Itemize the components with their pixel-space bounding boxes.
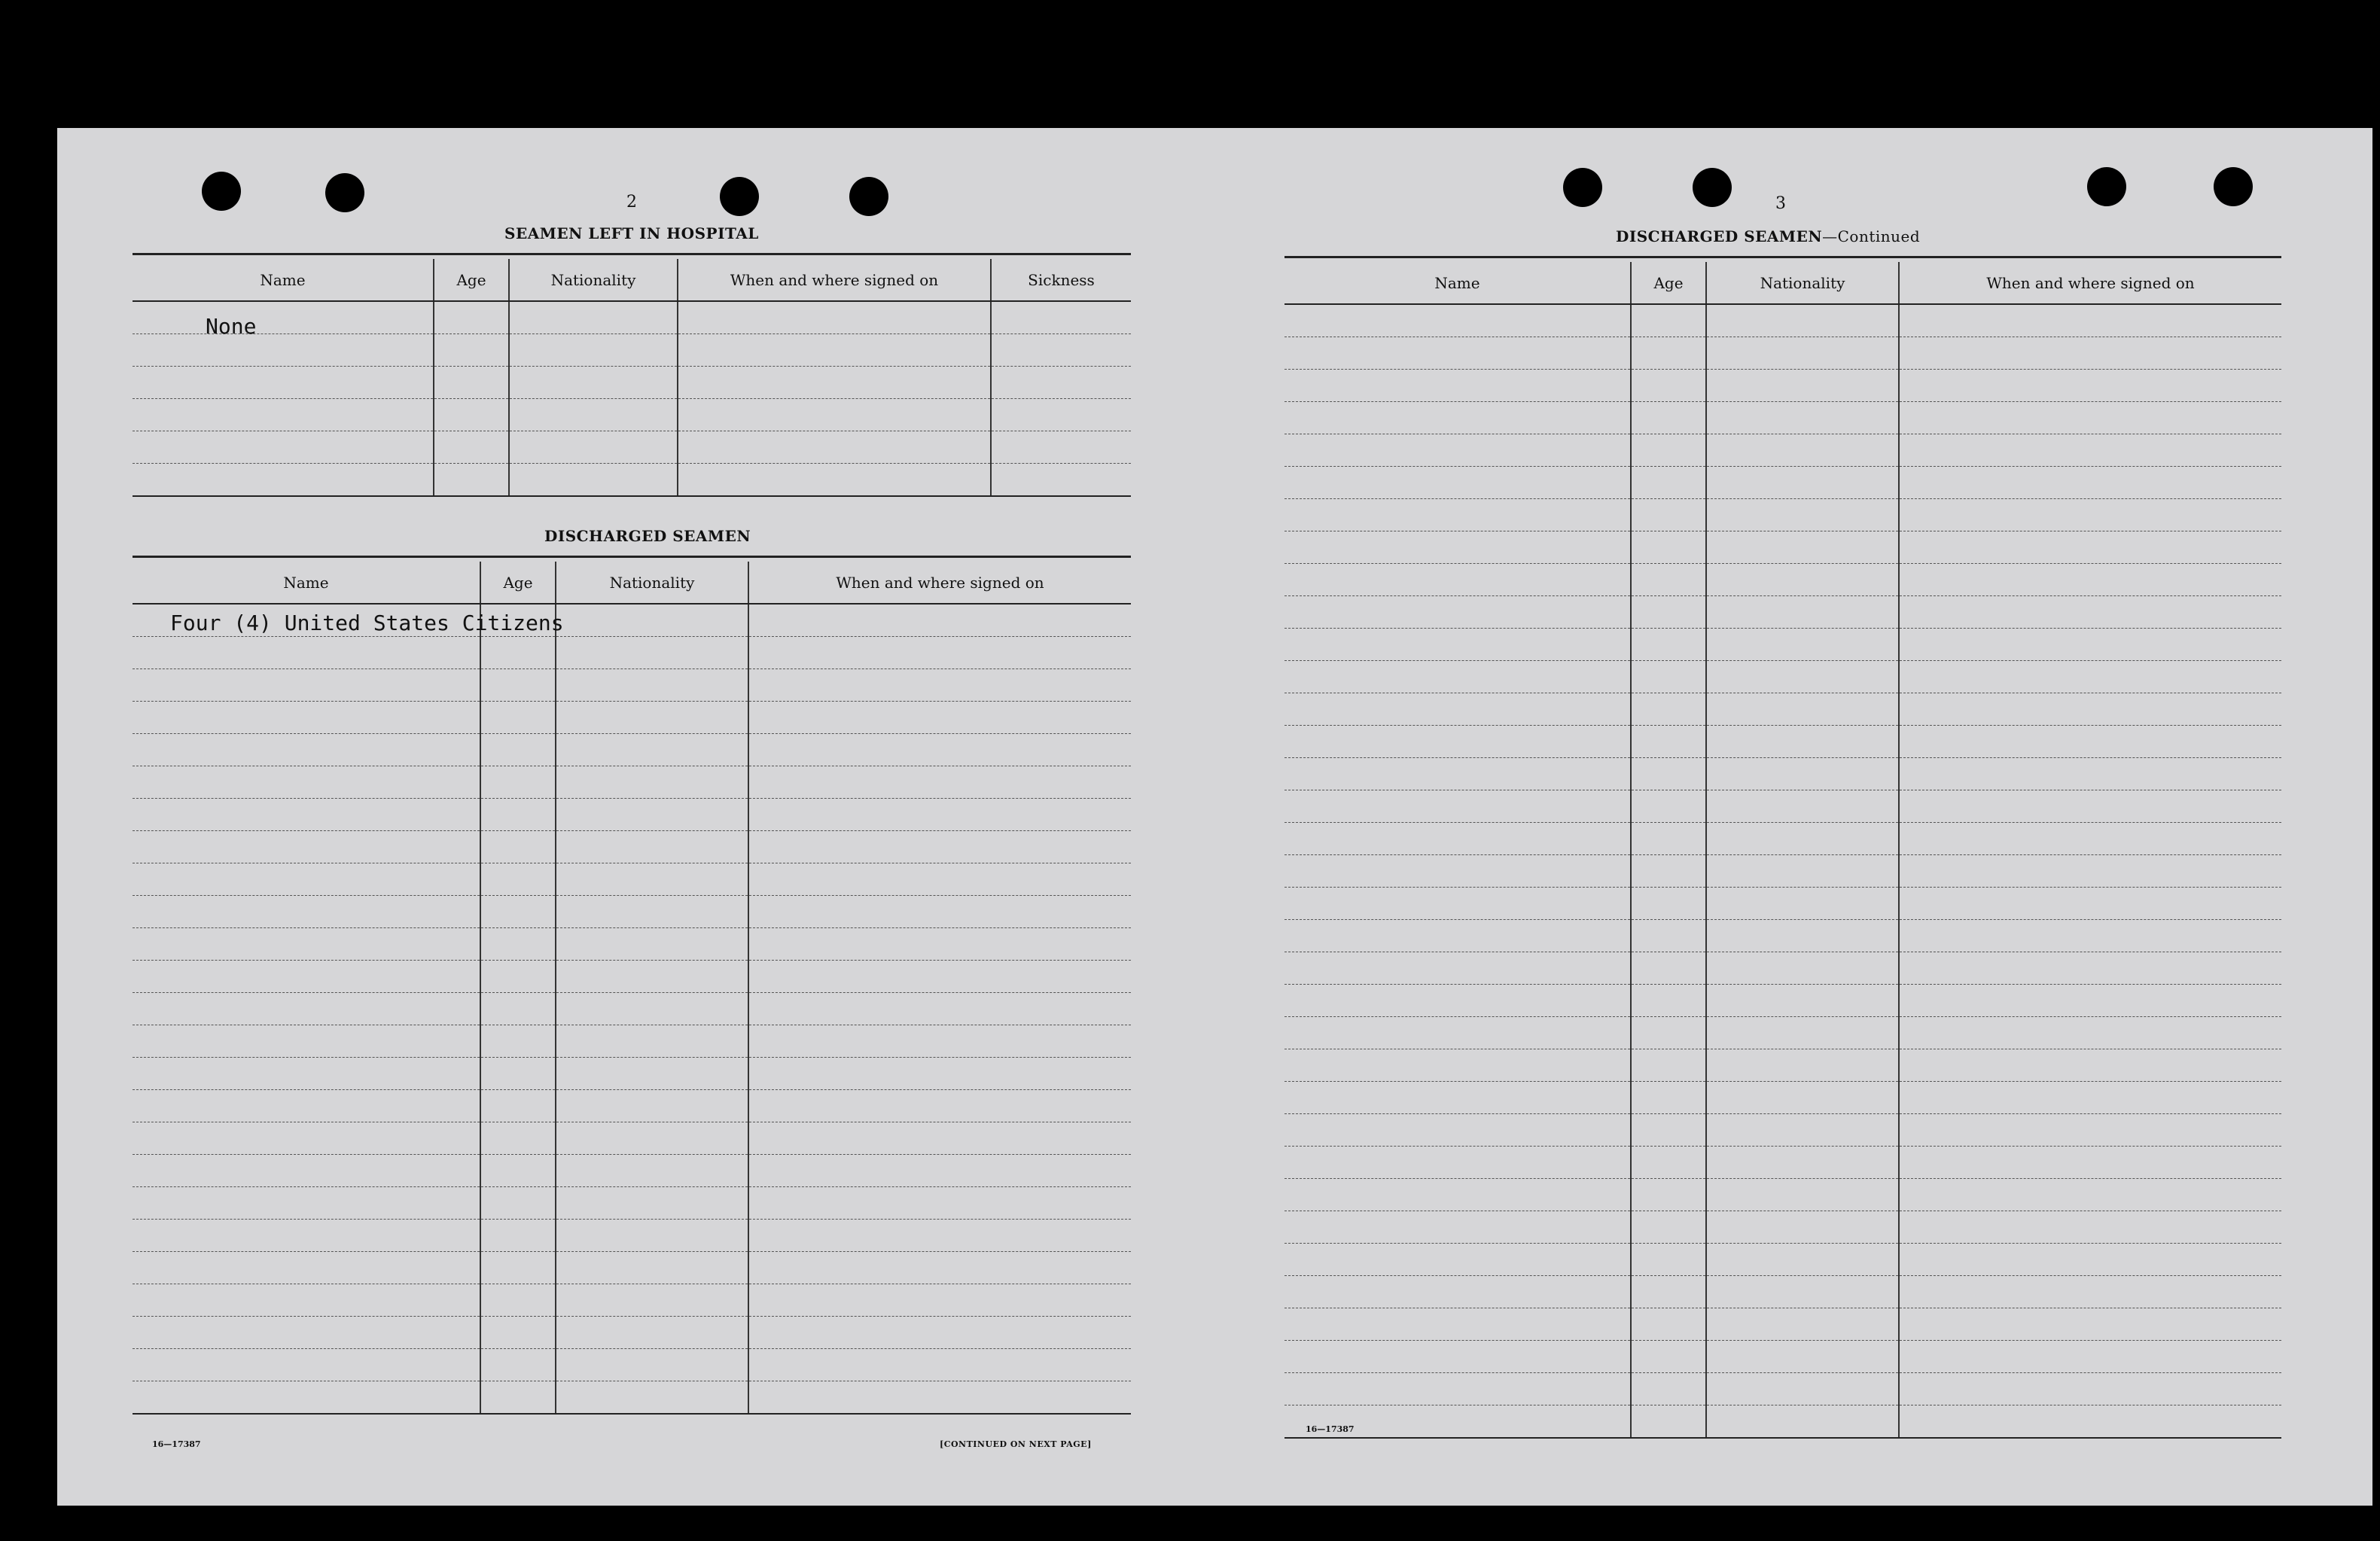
table-row xyxy=(1284,1211,2281,1244)
continued-note: [CONTINUED ON NEXT PAGE] xyxy=(940,1439,1092,1449)
table-row xyxy=(133,367,1131,399)
form-number: 16—17387 xyxy=(152,1439,201,1449)
table-row xyxy=(1284,823,2281,855)
table-row xyxy=(1284,531,2281,564)
table-row xyxy=(1284,726,2281,758)
discharged-seamen-continued-table xyxy=(1284,262,2281,1439)
punch-hole xyxy=(2214,167,2253,206)
table-row xyxy=(133,1122,1131,1155)
table-row xyxy=(1284,337,2281,370)
table-row xyxy=(1284,629,2281,661)
table-row xyxy=(133,1090,1131,1122)
column-header-signed-on: When and where signed on xyxy=(748,562,1131,604)
table-row xyxy=(133,1025,1131,1058)
hospital-table-top-rule xyxy=(133,253,1131,255)
table-row xyxy=(133,734,1131,766)
discharged-continued-title xyxy=(1616,227,1920,245)
punch-hole xyxy=(202,172,241,211)
column-header-age: Age xyxy=(1631,262,1706,304)
table-row xyxy=(133,301,1131,334)
table-row xyxy=(1284,1017,2281,1049)
table-row xyxy=(1284,1244,2281,1276)
table-row xyxy=(133,1155,1131,1187)
page-number: 2 xyxy=(626,193,637,212)
table-row xyxy=(1284,564,2281,596)
seamen-in-hospital-table xyxy=(133,259,1131,497)
table-row xyxy=(1284,758,2281,790)
punch-hole xyxy=(1563,168,1602,207)
column-header-nationality: Nationality xyxy=(1706,262,1899,304)
discharged-typed-entry: Four (4) United States Citizens xyxy=(170,611,564,635)
table-row xyxy=(133,334,1131,367)
table-row xyxy=(133,928,1131,961)
column-header-name: Name xyxy=(133,562,480,604)
punch-hole xyxy=(2087,167,2126,206)
punch-hole xyxy=(720,177,759,216)
table-row xyxy=(133,831,1131,863)
discharged-section-title: DISCHARGED SEAMEN xyxy=(544,527,751,545)
punch-hole xyxy=(1693,168,1732,207)
table-row xyxy=(1284,467,2281,499)
table-row xyxy=(1284,1373,2281,1405)
table-row xyxy=(133,399,1131,431)
column-header-sickness: Sickness xyxy=(991,259,1131,301)
table-row xyxy=(1284,790,2281,823)
table-row xyxy=(133,1284,1131,1317)
table-row xyxy=(1284,855,2281,888)
table-row xyxy=(133,863,1131,896)
punch-hole xyxy=(849,177,888,216)
table-row xyxy=(1284,1082,2281,1114)
column-header-nationality: Nationality xyxy=(509,259,678,301)
table-row xyxy=(1284,920,2281,952)
table-row xyxy=(1284,434,2281,467)
column-header-signed-on: When and where signed on xyxy=(1899,262,2281,304)
column-header-name: Name xyxy=(1284,262,1631,304)
table-header-row xyxy=(1284,262,2281,304)
table-row xyxy=(1284,402,2281,434)
punch-hole xyxy=(325,173,364,212)
discharged-seamen-table xyxy=(133,562,1131,1415)
table-row xyxy=(133,1349,1131,1381)
hospital-section-title: SEAMEN LEFT IN HOSPITAL xyxy=(504,224,759,242)
table-row xyxy=(133,896,1131,928)
table-row xyxy=(1284,693,2281,726)
table-row xyxy=(1284,304,2281,337)
table-row xyxy=(133,766,1131,799)
table-row xyxy=(1284,596,2281,629)
column-header-nationality: Nationality xyxy=(556,562,748,604)
table-row xyxy=(133,1381,1131,1415)
table-row xyxy=(1284,1049,2281,1082)
form-number: 16—17387 xyxy=(1306,1424,1355,1434)
hospital-typed-entry: None xyxy=(206,314,257,339)
table-row xyxy=(133,464,1131,497)
table-row xyxy=(1284,985,2281,1017)
table-row xyxy=(133,799,1131,831)
table-row xyxy=(1284,1179,2281,1211)
table-row xyxy=(133,1220,1131,1252)
table-header-row xyxy=(133,562,1131,604)
continued-suffix: —Continued xyxy=(1822,227,1921,245)
table-row xyxy=(133,1058,1131,1090)
table-row xyxy=(133,1252,1131,1284)
discharged-table-top-rule xyxy=(133,556,1131,558)
table-row xyxy=(133,993,1131,1025)
discharged-continued-title-text: DISCHARGED SEAMEN xyxy=(1616,227,1823,245)
table-row xyxy=(133,637,1131,669)
table-row xyxy=(1284,1341,2281,1373)
table-row xyxy=(1284,499,2281,531)
page-number: 3 xyxy=(1775,194,1786,213)
table-row xyxy=(133,1317,1131,1349)
table-row xyxy=(1284,1308,2281,1341)
continued-table-top-rule xyxy=(1284,256,2281,258)
table-row xyxy=(1284,888,2281,920)
column-header-age: Age xyxy=(480,562,556,604)
column-header-name: Name xyxy=(133,259,434,301)
table-row xyxy=(1284,1405,2281,1439)
table-row xyxy=(1284,952,2281,985)
table-row xyxy=(133,702,1131,734)
table-row xyxy=(133,1187,1131,1220)
table-row xyxy=(133,431,1131,464)
table-row xyxy=(133,961,1131,993)
column-header-signed-on: When and where signed on xyxy=(678,259,991,301)
table-row xyxy=(1284,661,2281,693)
table-row xyxy=(1284,370,2281,402)
table-header-row xyxy=(133,259,1131,301)
table-row xyxy=(1284,1114,2281,1147)
table-row xyxy=(1284,1276,2281,1308)
column-header-age: Age xyxy=(434,259,509,301)
table-row xyxy=(133,669,1131,702)
table-row xyxy=(1284,1147,2281,1179)
